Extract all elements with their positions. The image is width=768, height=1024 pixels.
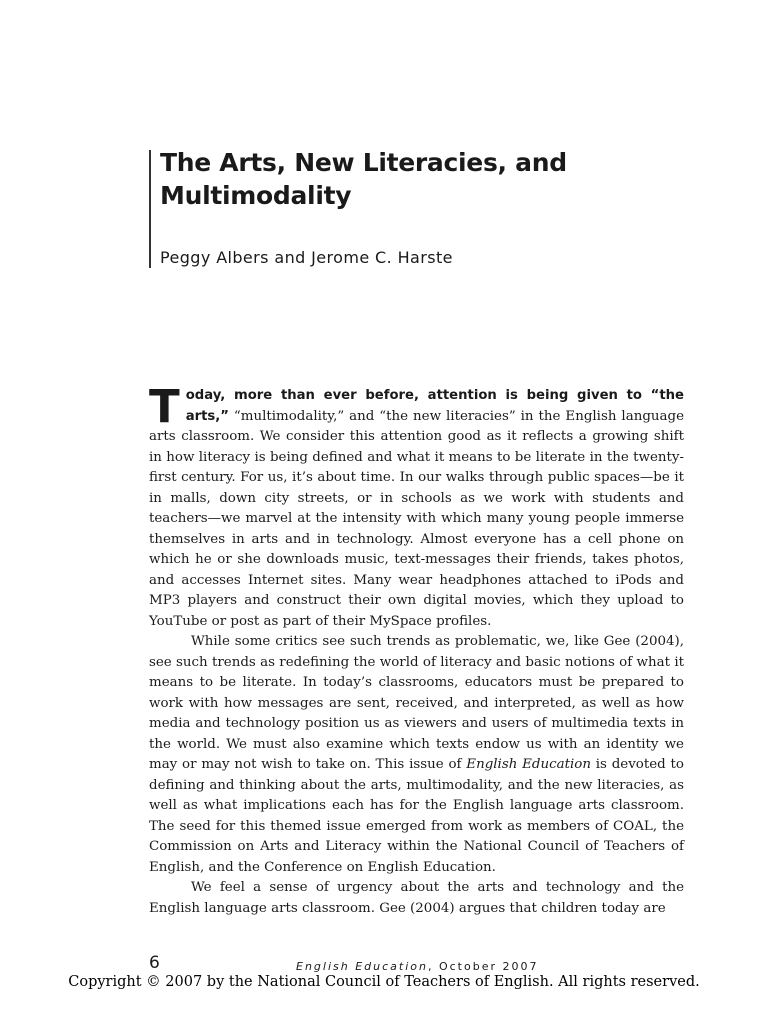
- paragraph-1: [149, 380, 684, 632]
- article-body: [149, 380, 684, 919]
- paragraph-1-text: “multimodality,” and “the new literacies” in the English language arts classroom. We consider this attention good as it reflects a growing shift in how literacy is being defined and what it means to be literate in the twenty-first century. For us, it’s about time. In our walks through public spaces—be it in malls, down city streets, or in schools as we work with students and teachers—we marvel at the intensity with which many young people immerse themselves in arts and in technology. Almost everyone has a cell phone on which he or she downloads music, text-messages their friends, takes photos, and accesses Internet sites. Many wear headphones attached to iPods and MP3 players and construct their own digital movies, which they upload to YouTube or post as part of their MySpace profiles.: [149, 408, 684, 629]
- footer-date: , October 2007: [427, 960, 539, 973]
- lead-in-bold: oday, more than ever before, attention is being given to “the arts,”: [185, 388, 684, 424]
- journal-title-italic: English Education: [466, 757, 591, 772]
- page-number: 6: [149, 953, 160, 973]
- copyright-notice: Copyright © 2007 by the National Council of Teachers of English. All rights reserved.: [68, 974, 700, 990]
- paragraph-2-text-b: is devoted to defining and thinking about the arts, multimodality, and the new literacies, as well as what implications each has for the English language arts classroom. The seed for this themed issue emerged from work as members of COAL, the Commission on Arts and Literacy within the National Council of Teachers of English, and the Conference on English Education.: [149, 757, 684, 875]
- paragraph-2-text-a: While some critics see such trends as problematic, we, like Gee (2004), see such trends as redefining the world of literacy and basic notions of what it means to be literate. In today’s classrooms, educators must be prepared to work with how messages are sent, received, and interpreted, as well as how media and technology position us as viewers and users of multimedia texts in the world. We must also examine which texts endow us with an identity we may or may not wish to take on. This issue of: [149, 634, 684, 772]
- article-title-line-1: The Arts, New Literacies, and: [160, 148, 567, 177]
- article-authors: Peggy Albers and Jerome C. Harste: [160, 248, 453, 267]
- drop-cap: T: [149, 380, 180, 433]
- footer-journal: English Education: [296, 960, 428, 973]
- running-footer: [296, 960, 539, 973]
- paragraph-2: [149, 632, 684, 878]
- title-rule: [149, 150, 151, 268]
- article-title-line-2: Multimodality: [160, 181, 352, 210]
- paragraph-3: We feel a sense of urgency about the arts and technology and the English language arts classroom. Gee (2004) argues that children today are: [149, 880, 684, 916]
- article-title: [160, 146, 567, 212]
